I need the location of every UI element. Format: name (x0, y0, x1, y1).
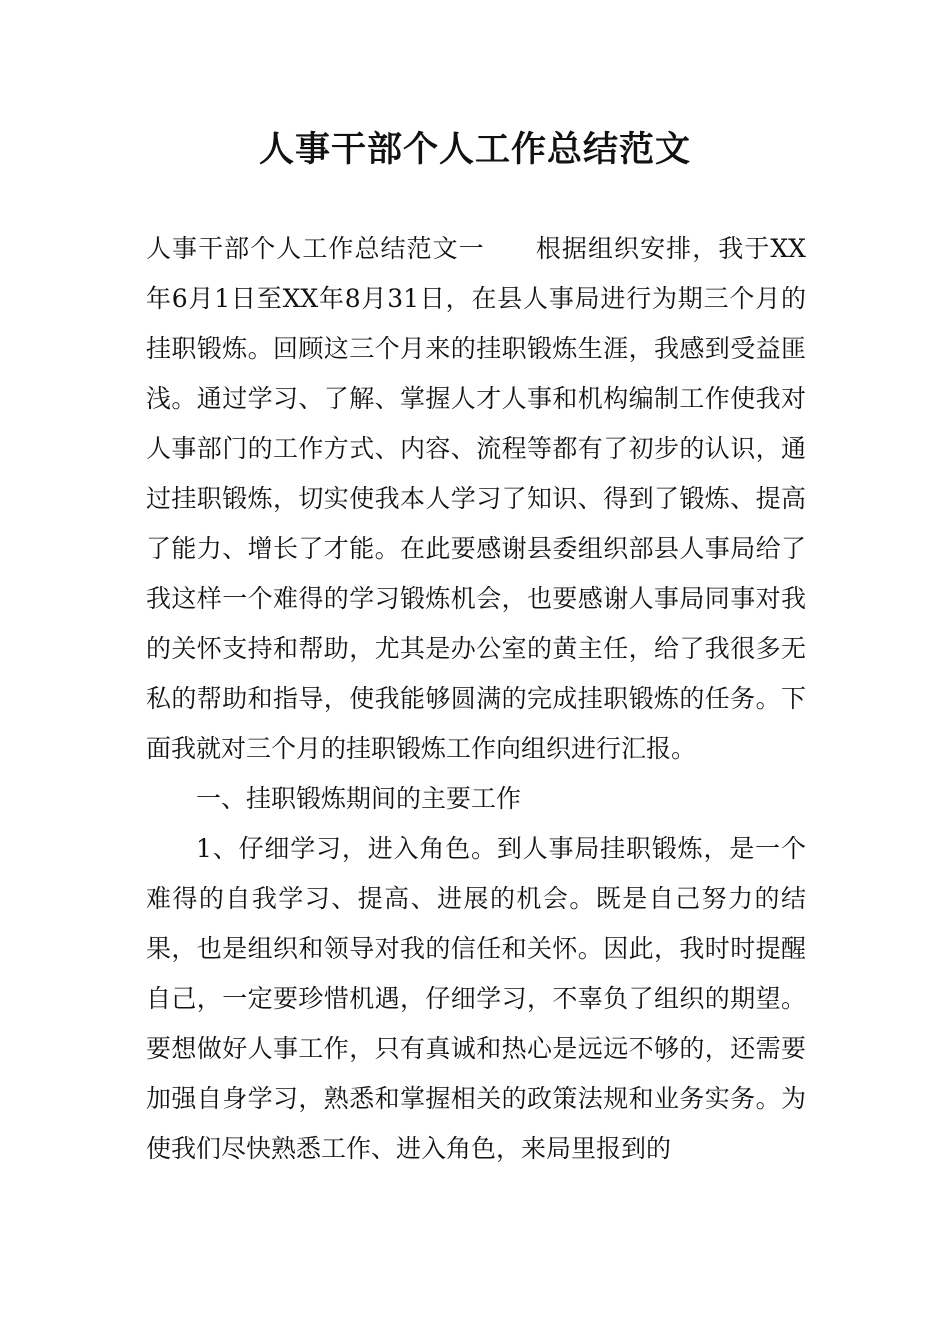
paragraph-intro (146, 224, 806, 774)
document-body (146, 224, 806, 1174)
section-heading: 一、挂职锻炼期间的主要工作 (196, 784, 522, 813)
document-title: 人事干部个人工作总结范文 (258, 129, 691, 170)
paragraph-item-1: 1、仔细学习，进入角色。到人事局挂职锻炼，是一个难得的自我学习、提高、进展的机会。既是自己努力的结果，也是组织和领导对我的信任和关怀。因此，我时时提醒自己，一定要珍惜机遇，仔细学习，不辜负了组织的期望。要想做好人事工作，只有真诚和热心是远远不够的，还需要加强自身学习，熟悉和掌握相关的政策法规和业务实务。为使我们尽快熟悉工作、进入角色，来局里报到的 (146, 834, 806, 1163)
paragraph-text: 根据组织安排，我于XX年6月1日至XX年8月31日，在县人事局进行为期三个月的挂职锻炼。回顾这三个月来的挂职锻炼生涯，我感到受益匪浅。通过学习、了解、掌握人才人事和机构编制工作使我对人事部门的工作方式、内容、流程等都有了初步的认识，通过挂职锻炼，切实使我本人学习了知识、得到了锻炼、提高了能力、增长了才能。在此要感谢县委组织部县人事局给了我这样一个难得的学习锻炼机会，也要感谢人事局同事对我的关怀支持和帮助，尤其是办公室的黄主任，给了我很多无私的帮助和指导，使我能够圆满的完成挂职锻炼的任务。下面我就对三个月的挂职锻炼工作向组织进行汇报。 (146, 234, 806, 763)
paragraph-lead: 人事干部个人工作总结范文一 (146, 234, 485, 263)
